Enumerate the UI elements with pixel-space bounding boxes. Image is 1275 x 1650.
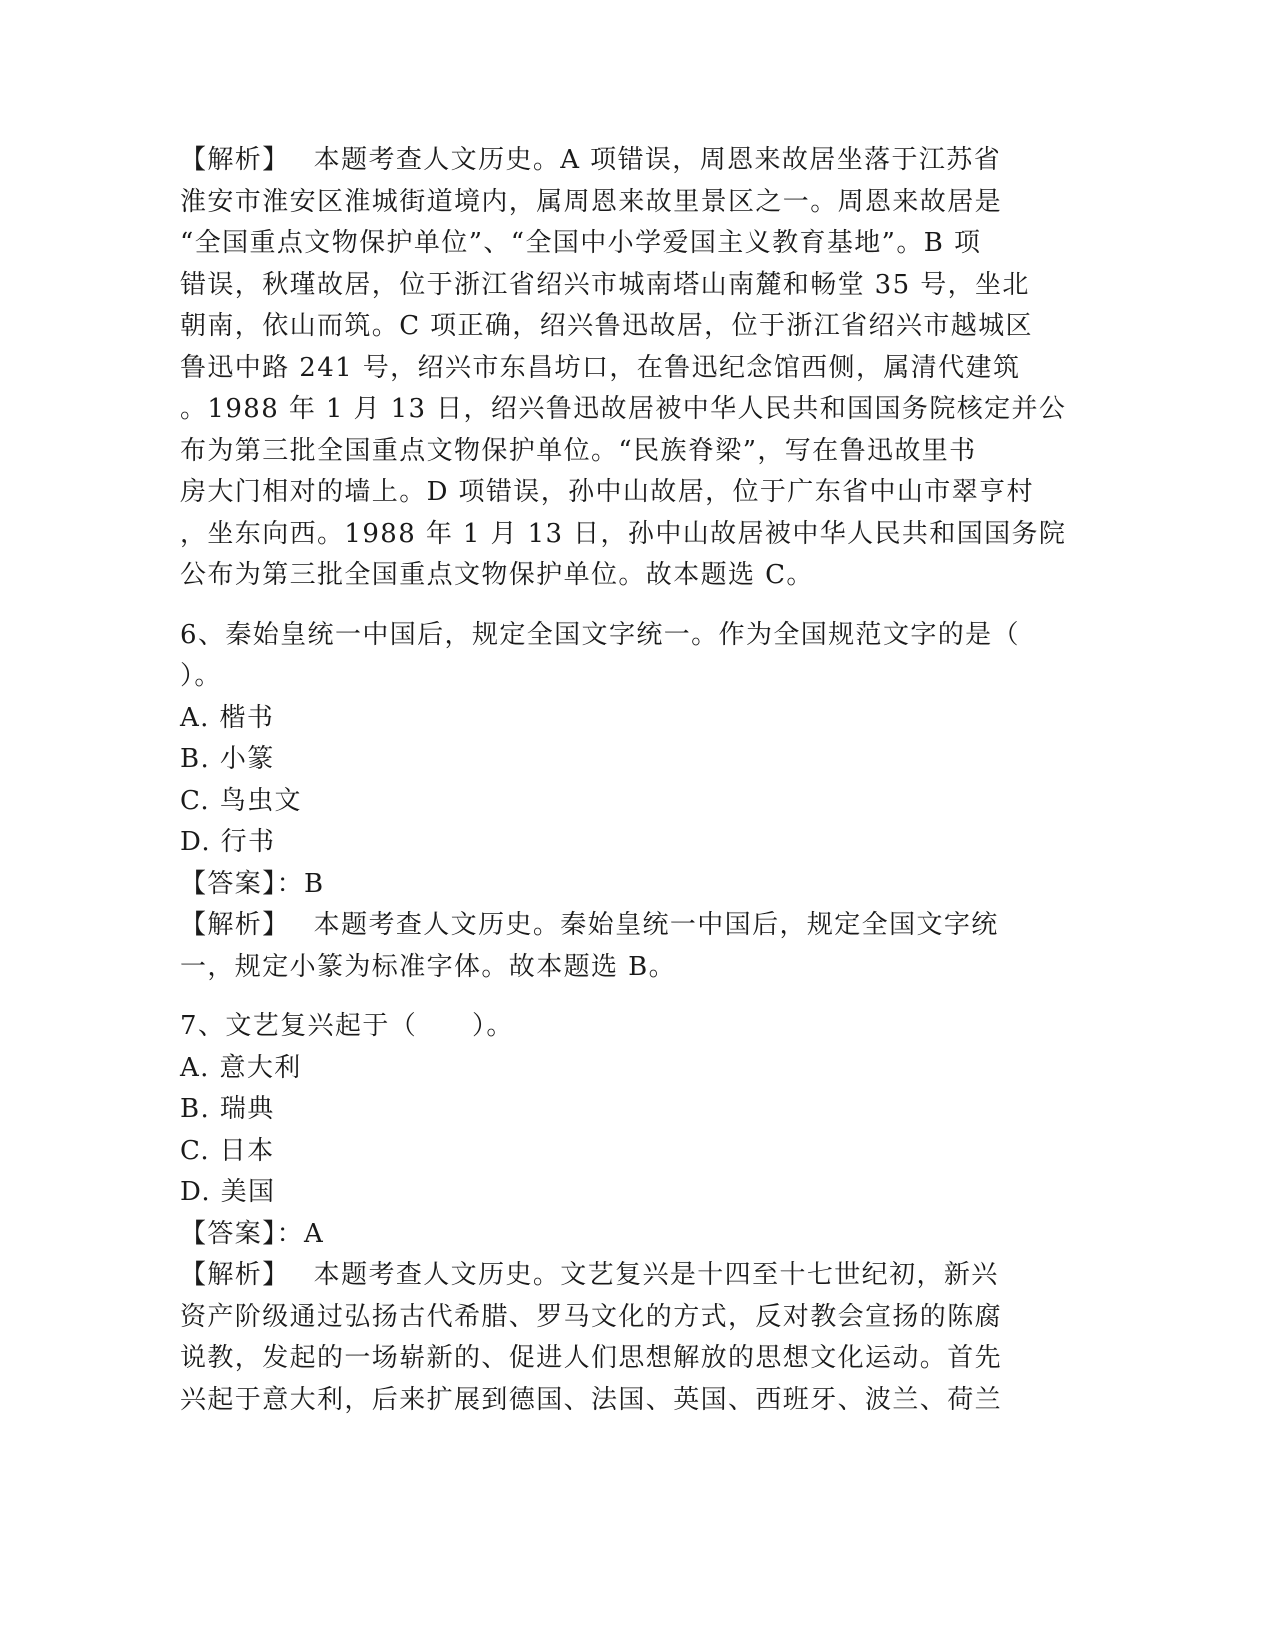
option-a: A. 楷书	[180, 702, 275, 733]
option-d: D. 美国	[180, 1177, 276, 1207]
question-block-7	[180, 1006, 1040, 1421]
analysis-line: 【解析】 本题考查人文历史。A 项错误，周恩来故居坐落于江苏省	[180, 145, 1002, 175]
option-a: A. 意大利	[180, 1052, 302, 1083]
analysis-line: ，坐东向西。1988 年 1 月 13 日，孙中山故居被中华人民共和国国务院	[180, 518, 1067, 549]
analysis-line: “全国重点文物保护单位”、“全国中小学爱国主义教育基地”。B 项	[180, 228, 982, 258]
analysis-line: 错误，秋瑾故居，位于浙江省绍兴市城南塔山南麓和畅堂 35 号，坐北	[180, 269, 1030, 300]
analysis-line: 【解析】 本题考查人文历史。秦始皇统一中国后，规定全国文字统	[180, 910, 999, 940]
answer-line: 【答案】：B	[180, 868, 325, 899]
option-d: D. 行书	[180, 827, 276, 857]
analysis-line: 鲁迅中路 241 号，绍兴市东昌坊口，在鲁迅纪念馆西侧，属清代建筑	[180, 352, 1021, 383]
option-b: B. 小篆	[180, 744, 275, 774]
option-c: C. 日本	[180, 1135, 275, 1166]
answer-line: 【答案】：A	[180, 1218, 325, 1249]
analysis-line: 淮安市淮安区淮城街道境内，属周恩来故里景区之一。周恩来故居是	[180, 186, 1003, 217]
analysis-line: 说教，发起的一场崭新的、促进人们思想解放的思想文化运动。首先	[180, 1343, 1003, 1373]
question-stem: 6、秦始皇统一中国后，规定全国文字统一。作为全国规范文字的是（	[180, 619, 1020, 650]
analysis-line: 【解析】 本题考查人文历史。文艺复兴是十四至十七世纪初，新兴	[180, 1260, 999, 1290]
analysis-line: 一，规定小篆为标准字体。故本题选 B。	[180, 951, 676, 982]
analysis-line: 朝南，依山而筑。C 项正确，绍兴鲁迅故居，位于浙江省绍兴市越城区	[180, 311, 1033, 341]
analysis-line: 兴起于意大利，后来扩展到德国、法国、英国、西班牙、波兰、荷兰	[180, 1384, 1003, 1415]
analysis-line: 布为第三批全国重点文物保护单位。“民族脊梁”，写在鲁迅故里书	[180, 435, 977, 466]
question-stem: ）。	[180, 661, 222, 691]
analysis-block-q5	[180, 140, 1067, 597]
analysis-line: 。1988 年 1 月 13 日，绍兴鲁迅故居被中华人民共和国国务院核定并公	[180, 394, 1067, 424]
analysis-line: 资产阶级通过弘扬古代希腊、罗马文化的方式，反对教会宣扬的陈腐	[180, 1301, 1003, 1332]
analysis-line: 公布为第三批全国重点文物保护单位。故本题选 C。	[180, 560, 814, 590]
question-stem: 7、文艺复兴起于（ ）。	[180, 1011, 514, 1041]
option-c: C. 鸟虫文	[180, 785, 302, 816]
document-page	[180, 140, 1067, 1421]
block-gap	[180, 988, 1040, 1006]
question-block-6	[180, 615, 1040, 989]
block-gap	[180, 597, 1040, 615]
option-b: B. 瑞典	[180, 1094, 275, 1124]
analysis-line: 房大门相对的墙上。D 项错误，孙中山故居，位于广东省中山市翠亨村	[180, 477, 1034, 507]
